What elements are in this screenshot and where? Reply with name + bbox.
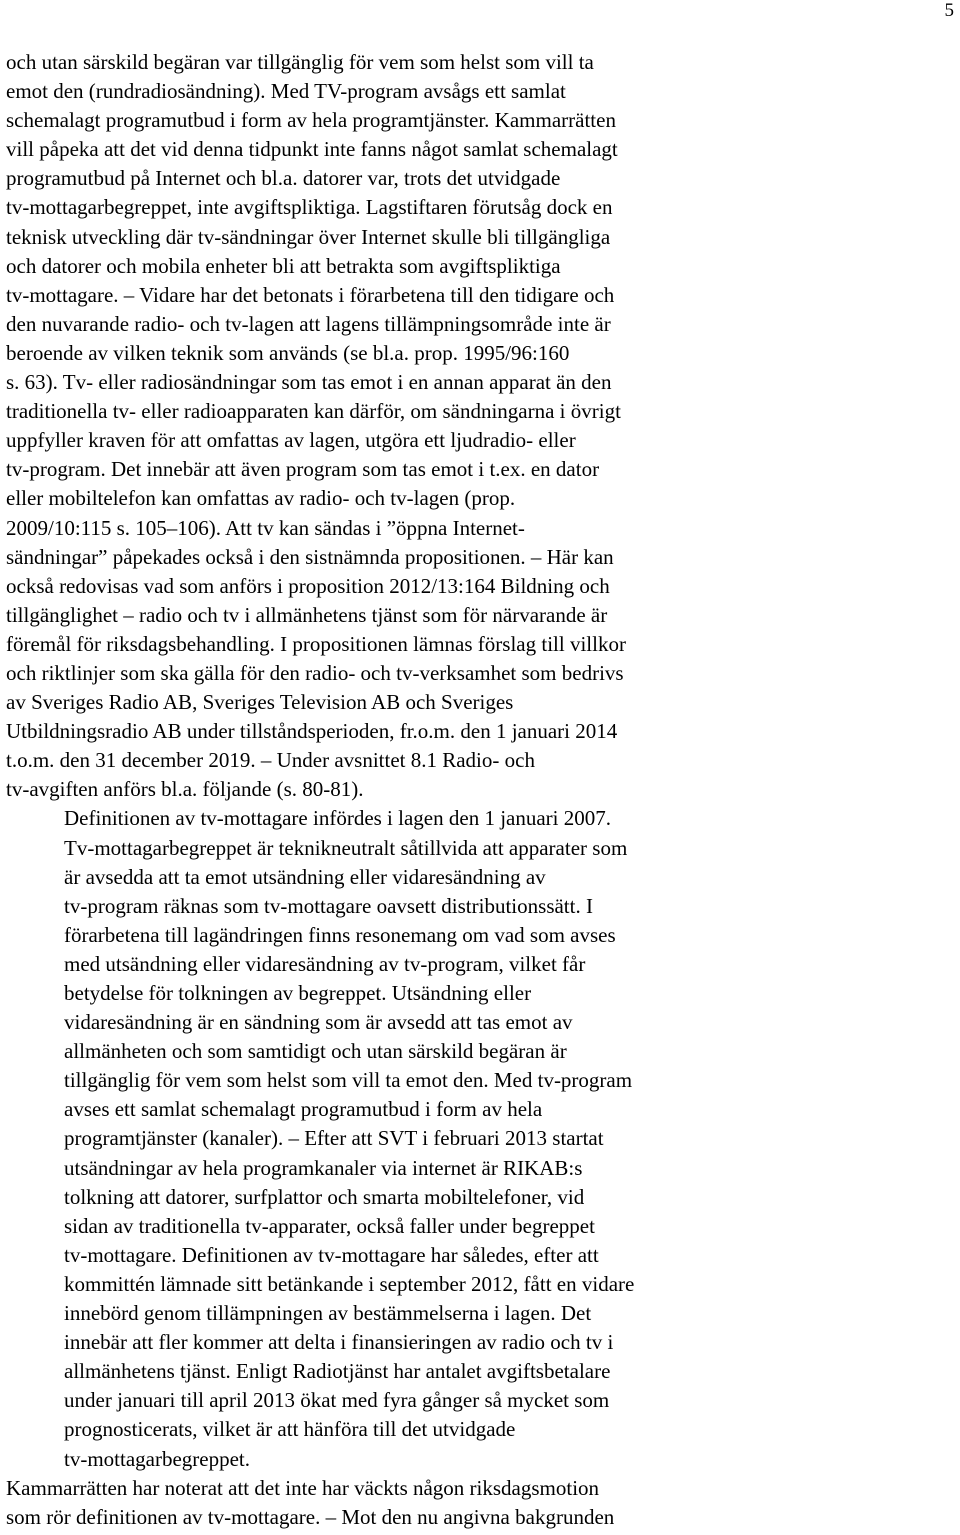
quote-line: betydelse för tolkningen av begreppet. Utsändning eller bbox=[64, 981, 532, 1005]
quote-line: tv-program räknas som tv-mottagare oavsett distributionssätt. I bbox=[64, 893, 593, 918]
paragraph-1-line: emot den (rundradiosändning). Med TV-program avsågs ett samlat bbox=[6, 79, 566, 104]
quote-line: förarbetena till lagändringen finns resonemang om vad som avses bbox=[64, 922, 616, 947]
quote-line: avses ett samlat schemalagt programutbud i form av hela bbox=[64, 1097, 543, 1122]
paragraph-1-line: eller mobiltelefon kan omfattas av radio- och tv-lagen (prop. bbox=[6, 486, 516, 511]
paragraph-1-line: teknisk utveckling där tv-sändningar över Internet skulle bli tillgängliga bbox=[6, 224, 611, 249]
paragraph-1-line: schemalagt programutbud i form av hela programtjänster. Kammarrätten bbox=[6, 108, 616, 133]
quote-line: tillgänglig för vem som helst som vill ta emot den. Med tv-program bbox=[64, 1068, 633, 1093]
quote-line: kommittén lämnade sitt betänkande i september 2012, fått en vidare bbox=[64, 1271, 635, 1296]
quote-line: programtjänster (kanaler). – Efter att SVT i februari 2013 startat bbox=[64, 1126, 604, 1151]
paragraph-1-line: tillgänglighet – radio och tv i allmänhetens tjänst som för närvarande är bbox=[6, 602, 608, 627]
paragraph-1-line: föremål för riksdagsbehandling. I propositionen lämnas förslag till villkor bbox=[6, 631, 626, 656]
quote-line: Tv-mottagarbegreppet är teknikneutralt såtillvida att apparater som bbox=[64, 835, 628, 860]
paragraph-1-line: beroende av vilken teknik som används (se bl.a. prop. 1995/96:160 bbox=[6, 340, 570, 365]
quote-line: är avsedda att ta emot utsändning eller vidaresändning av bbox=[64, 864, 546, 889]
quote-line: vidaresändning är en sändning som är avsedd att tas emot av bbox=[64, 1010, 573, 1035]
paragraph-1-line: tv-avgiften anförs bl.a. följande (s. 80-81). bbox=[6, 777, 364, 802]
paragraph-1-line: tv-mottagarbegreppet, inte avgiftspliktiga. Lagstiftaren förutsåg dock en bbox=[6, 195, 613, 220]
paragraph-1-line: traditionella tv- eller radioapparaten kan därför, om sändningarna i övrigt bbox=[6, 399, 621, 424]
quote-line: tv-mottagare. Definitionen av tv-mottagare har således, efter att bbox=[64, 1242, 599, 1267]
quote-line: tv-mottagarbegreppet. bbox=[64, 1446, 251, 1471]
quote-line: allmänhetens tjänst. Enligt Radiotjänst har antalet avgiftsbetalare bbox=[64, 1359, 611, 1384]
paragraph-2 bbox=[6, 1474, 946, 1532]
quote-line: sidan av traditionella tv-apparater, också faller under begreppet bbox=[64, 1213, 595, 1238]
quote-line: tolkning att datorer, surfplattor och smarta mobiltelefoner, vid bbox=[64, 1184, 585, 1209]
paragraph-1-line: sändningar” påpekades också i den sistnämnda propositionen. – Här kan bbox=[6, 544, 614, 569]
paragraph-1-line: den nuvarande radio- och tv-lagen att lagens tillämpningsområde inte är bbox=[6, 311, 611, 336]
paragraph-1-line: t.o.m. den 31 december 2019. – Under avsnittet 8.1 Radio- och bbox=[6, 748, 535, 773]
body-text bbox=[6, 48, 946, 1532]
quote-line: innebär att fler kommer att delta i finansieringen av radio och tv i bbox=[64, 1330, 614, 1355]
quote-line: under januari till april 2013 ökat med fyra gånger så mycket som bbox=[64, 1388, 610, 1413]
paragraph-2-line: Kammarrätten har noterat att det inte har väckts någon riksdagsmotion bbox=[6, 1475, 600, 1500]
quote-line: innebörd genom tillämpningen av bestämmelserna i lagen. Det bbox=[64, 1301, 592, 1326]
paragraph-1-line: och utan särskild begäran var tillgänglig för vem som helst som vill ta bbox=[6, 50, 594, 74]
paragraph-1-line: programutbud på Internet och bl.a. datorer var, trots det utvidgade bbox=[6, 166, 561, 191]
page-number: 5 bbox=[944, 0, 954, 21]
paragraph-1-line: och riktlinjer som ska gälla för den radio- och tv-verksamhet som bedrivs bbox=[6, 660, 624, 685]
block-quote bbox=[6, 804, 946, 1473]
paragraph-1-line: och datorer och mobila enheter bli att betrakta som avgiftspliktiga bbox=[6, 253, 561, 278]
paragraph-1-line: tv-mottagare. – Vidare har det betonats i förarbetena till den tidigare och bbox=[6, 282, 615, 307]
paragraph-1-line: 2009/10:115 s. 105–106). Att tv kan sändas i ”öppna Internet- bbox=[6, 515, 525, 540]
paragraph-1-line: vill påpeka att det vid denna tidpunkt inte fanns något samlat schemalagt bbox=[6, 137, 618, 162]
quote-line: med utsändning eller vidaresändning av tv-program, vilket får bbox=[64, 951, 586, 976]
quote-line: allmänheten och som samtidigt och utan särskild begäran är bbox=[64, 1039, 567, 1064]
paragraph-2-line: som rör definitionen av tv-mottagare. – Mot den nu angivna bakgrunden bbox=[6, 1504, 615, 1529]
paragraph-1-line: uppfyller kraven för att omfattas av lagen, utgöra ett ljudradio- eller bbox=[6, 428, 576, 453]
paragraph-1-line: av Sveriges Radio AB, Sveriges Television AB och Sveriges bbox=[6, 690, 514, 715]
paragraph-1-line: s. 63). Tv- eller radiosändningar som tas emot i en annan apparat än den bbox=[6, 370, 612, 395]
paragraph-1-line: också redovisas vad som anförs i proposition 2012/13:164 Bildning och bbox=[6, 573, 610, 598]
quote-line: Definitionen av tv-mottagare infördes i lagen den 1 januari 2007. bbox=[64, 806, 611, 831]
paragraph-1-line: Utbildningsradio AB under tillståndsperioden, fr.o.m. den 1 januari 2014 bbox=[6, 719, 618, 744]
quote-line: utsändningar av hela programkanaler via internet är RIKAB:s bbox=[64, 1155, 583, 1180]
paragraph-1 bbox=[6, 48, 946, 804]
quote-line: prognosticerats, vilket är att hänföra till det utvidgade bbox=[64, 1417, 516, 1442]
paragraph-1-line: tv-program. Det innebär att även program som tas emot i t.ex. en dator bbox=[6, 457, 600, 482]
